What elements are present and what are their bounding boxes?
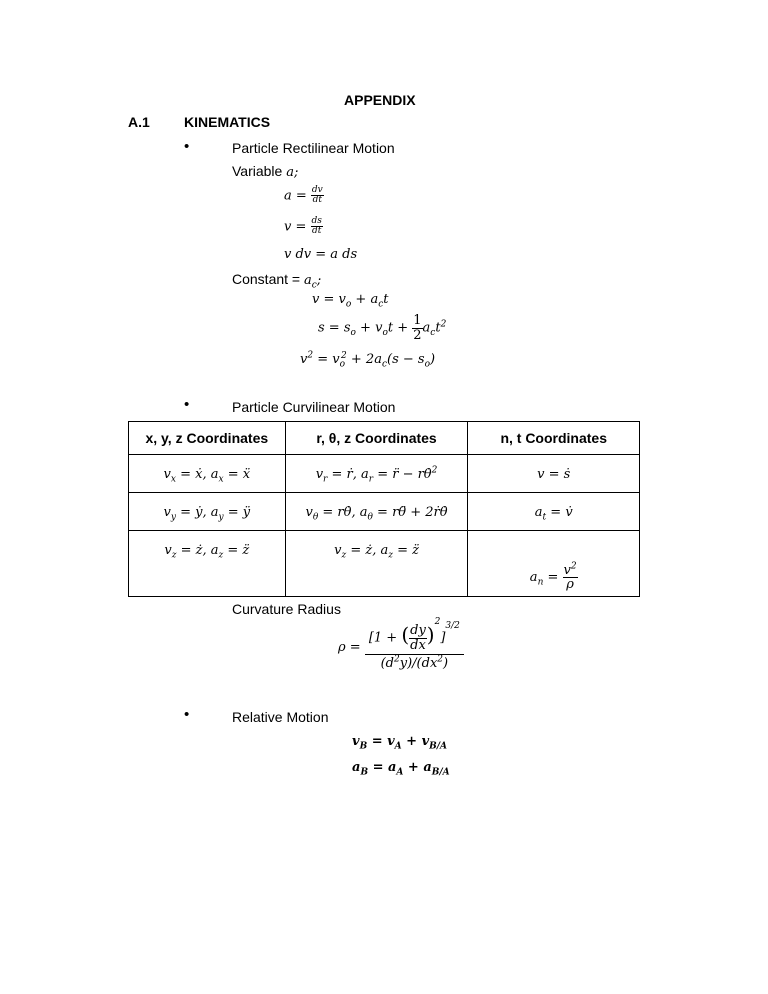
curvilinear-title: Particle Curvilinear Motion bbox=[232, 399, 396, 415]
cell-v-sdot: v = ṡ bbox=[468, 455, 640, 493]
cell-vx: $v_x$ = ẋ, $a_x$ = ẍ bbox=[129, 455, 286, 493]
constant-tail: ; bbox=[316, 273, 322, 288]
header-nt: n, t Coordinates bbox=[468, 422, 640, 455]
cell-vr: $v_r$ = ṙ, $a_r$ = r̈ − rθ̇$^2$ bbox=[285, 455, 468, 493]
eq-relative-velocity: $v_B = v_A + v_{B/A}$ bbox=[352, 734, 448, 752]
eq-v-ds-dt: v = $\frac{ds}{dt}$ bbox=[284, 216, 322, 237]
rectilinear-title: Particle Rectilinear Motion bbox=[232, 140, 395, 156]
constant-symbol: a bbox=[304, 273, 312, 288]
cell-vtheta: $v_\theta$ = rθ̇, $a_\theta$ = rθ̈ + 2ṙθ̇ bbox=[285, 493, 468, 531]
variable-label-row bbox=[232, 163, 298, 180]
constant-sub: c bbox=[311, 280, 317, 291]
cell-at: $a_t$ = v̇ bbox=[468, 493, 640, 531]
eq-v-dv-a-ds: v dv = a ds bbox=[284, 247, 358, 262]
cell-vz: $v_z$ = ż, $a_z$ = z̈ bbox=[129, 531, 286, 597]
bullet-icon: • bbox=[184, 706, 190, 723]
bullet-icon: • bbox=[184, 396, 190, 413]
eq-v2-constant: $v^2 = v_o^2 + 2a_c(s - s_o)$ bbox=[300, 350, 436, 370]
constant-label-row bbox=[232, 271, 322, 291]
cell-vz-cyl: $v_z$ = ż, $a_z$ = z̈ bbox=[285, 531, 468, 597]
coordinates-table bbox=[128, 421, 640, 597]
eq-relative-acceleration: $a_B = a_A + a_{B/A}$ bbox=[352, 760, 450, 778]
variable-label: Variable bbox=[232, 163, 283, 179]
relative-title: Relative Motion bbox=[232, 709, 329, 725]
variable-symbol: a; bbox=[286, 165, 299, 180]
eq-v-constant: $v = v_o + a_ct$ bbox=[312, 292, 389, 310]
curvature-title: Curvature Radius bbox=[232, 601, 341, 617]
eq-a-dv-dt: a = $\frac{dv}{dt}$ bbox=[284, 185, 323, 206]
eq-s-constant: $s = s_o + v_ot$ + $\frac{1}{2}$ $a_ct^2$ bbox=[318, 313, 447, 343]
page-heading: APPENDIX bbox=[344, 92, 416, 108]
section-number: A.1 bbox=[128, 114, 150, 130]
cell-an: $a_n$ = $\frac{v^2}{\rho}$ bbox=[468, 531, 640, 597]
eq-curvature-radius: ρ = [1 + ( $\frac{dy}{dx}$ )$^2$]$^{3/2}$ $(d^2y)/(dx^2)$ bbox=[338, 624, 464, 671]
bullet-icon: • bbox=[184, 138, 190, 155]
constant-label: Constant = bbox=[232, 271, 301, 287]
header-r-theta-z: r, θ, z Coordinates bbox=[285, 422, 468, 455]
cell-vy: $v_y$ = ẏ, $a_y$ = ÿ bbox=[129, 493, 286, 531]
section-title: KINEMATICS bbox=[184, 114, 271, 130]
header-xyz: x, y, z Coordinates bbox=[129, 422, 286, 455]
